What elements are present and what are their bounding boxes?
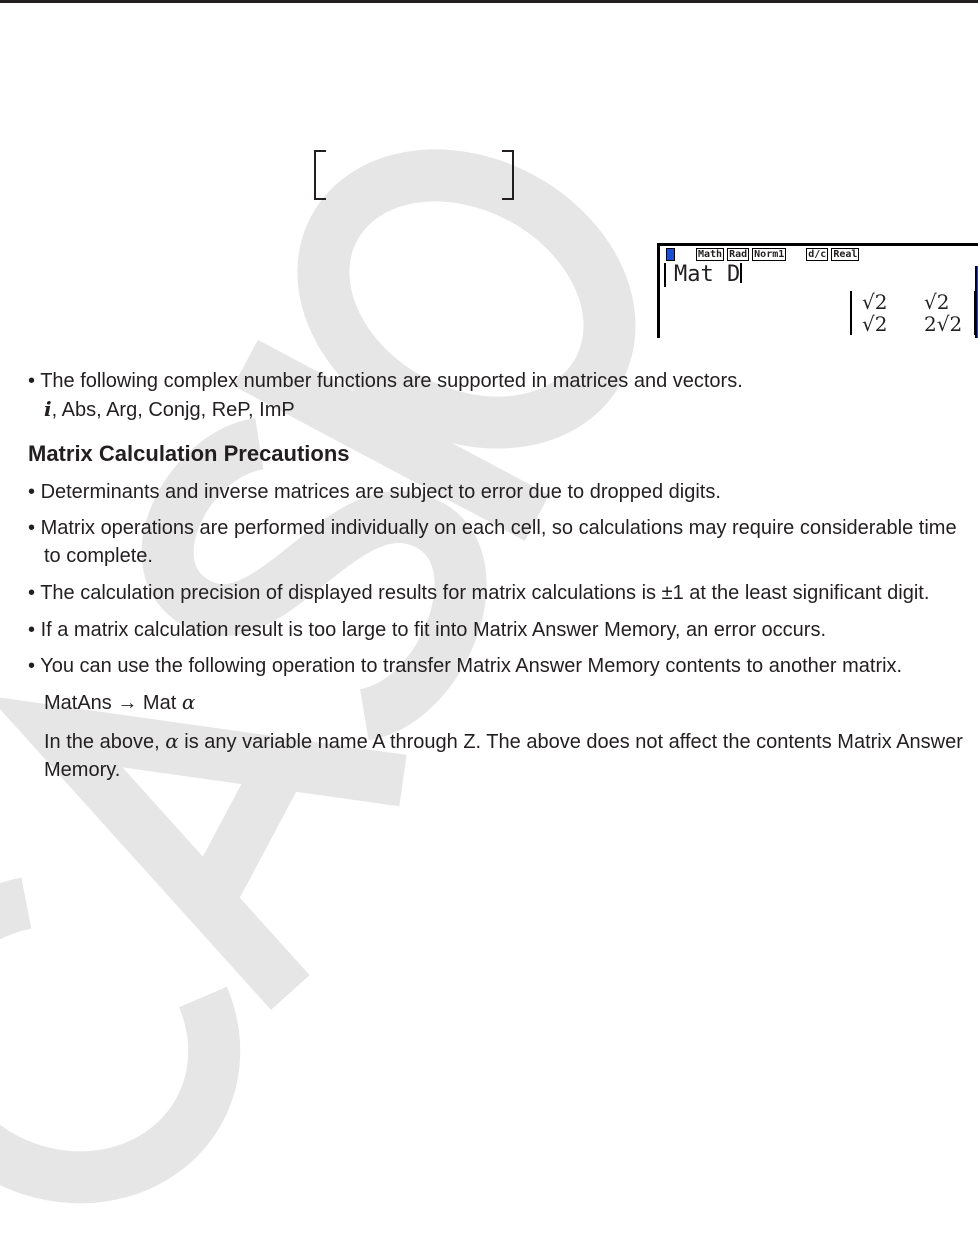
matrix-left-bracket [314,150,326,200]
status-tag: Rad [729,249,748,260]
precaution-3: • The calculation precision of displayed results for matrix calculations is ±1 at the least significant digit. [28,582,930,604]
result-matrix [850,291,976,335]
precaution-4: • If a matrix calculation result is too large to fit into Matrix Answer Memory, an error occurs. [28,619,827,641]
complex-note: • The following complex number functions are supported in matrices and vectors. [28,370,743,392]
precaution-1: • Determinants and inverse matrices are subject to error due to dropped digits. [28,481,721,503]
watermark-letter-c [0,880,247,1229]
status-tag: Norm1 [754,249,785,260]
matrix-cell: √2 [862,312,888,336]
body-text [28,367,968,784]
calculator-screen [657,243,978,338]
status-bar [660,246,978,263]
matrix-cell: 2√2 [924,312,963,336]
status-tag: Real [833,249,858,260]
matrix-cell: √2 [862,290,888,314]
complex-functions: i, Abs, Arg, Conjg, ReP, ImP [44,397,295,421]
status-tag: Math [698,249,723,260]
status-tag: d/c [808,249,827,260]
matrix-cell: √2 [924,290,950,314]
input-line: Mat D [664,263,978,287]
precaution-5: • You can use the following operation to transfer Matrix Answer Memory contents to another matrix. [28,655,903,677]
battery-icon [666,248,675,261]
operation-note: In the above, α is any variable name A through Z. The above does not affect the contents Matrix Answer Memory. [44,729,963,781]
section-heading: Matrix Calculation Precautions [28,441,350,466]
precaution-2: • Matrix operations are performed individually on each cell, so calculations may require considerable time to complete. [28,517,957,567]
cursor [740,263,742,283]
header-rule [0,0,978,3]
matrix-right-bracket [502,150,514,200]
operation-line: MatAns → Mat α [44,690,196,714]
